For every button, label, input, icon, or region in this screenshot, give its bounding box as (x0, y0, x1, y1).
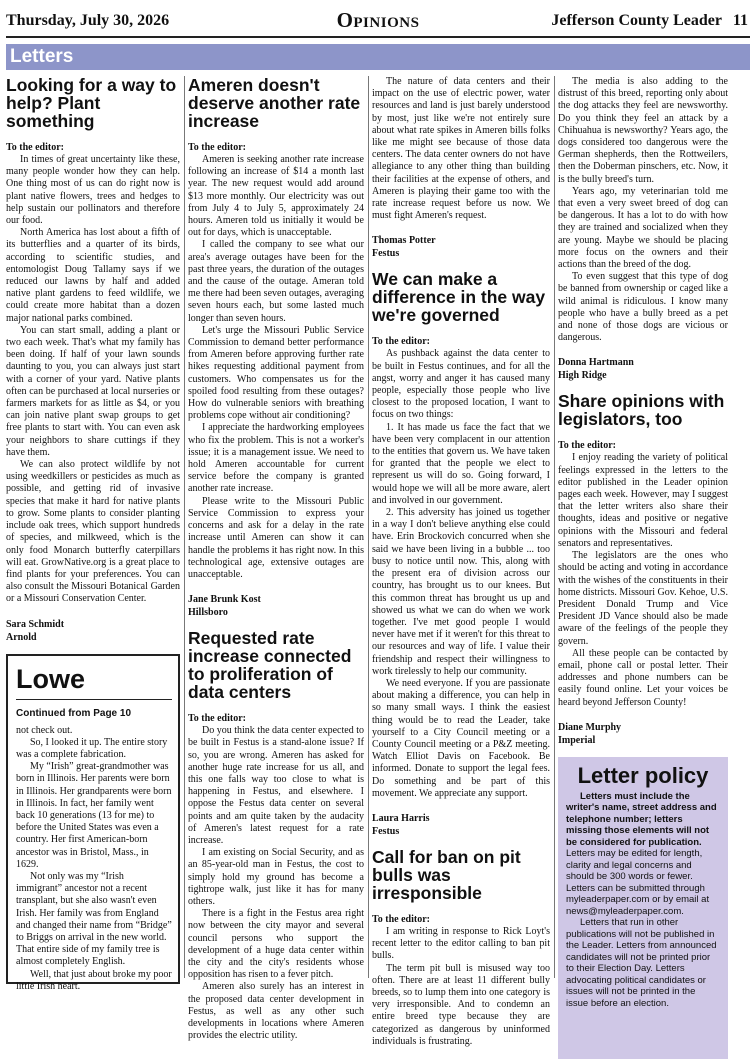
to-editor: To the editor: (558, 440, 616, 452)
lowe-column-box (6, 654, 180, 992)
letter-town: Festus (372, 248, 400, 260)
letter-policy-requirements: Letters must include the writer's name, street address and telephone number; letters missing those elements will not be considered for publication. (566, 790, 717, 848)
letter-policy-text-2: Letters that run in other publications will not be published in the Leader. Letters from announced candidates will not be printed prior to their Election Day. Letters advocating political candidates or issues will not be printed in the issue before an election. (566, 917, 717, 1009)
letter-paragraph: Ameren is seeking another rate increase following an increase of $14 a month last year. The new request would add around $13 more monthly. Our electricity was out from July 4 to July 5, approximately 24 hours. Ameren told us initially it would be out for days, which is unacceptable. (188, 154, 364, 239)
letter-signature (372, 234, 550, 260)
letter-author: Thomas Potter (372, 235, 436, 247)
letter-author: Donna Hartmann (558, 357, 634, 369)
lowe-paragraph: My “Irish” great-grandmother was born in Illinois. Her parents were born in Illinois. Her grandparents were born in Illinois. In fact, her family went back 10 generations (13 for me) to before the United States was even a country. Her first American-born ancestor was in Bristol, Mass., in 1629. (16, 761, 172, 870)
letter-paragraph: I am writing in response to Rick Loyt's recent letter to the editor calling to ban pit bulls. (372, 925, 550, 962)
to-editor: To the editor: (188, 713, 246, 725)
letter-paragraph: I am existing on Social Security, and as an 85-year-old man in Festus, the cost to simply hold my ground has become a tightrope walk, just like it has for many others. (188, 847, 364, 907)
letter-paragraph: I called the company to see what our area's average outages have been for the past three years, the duration of the outages and the cause of the outage. Ameran told me there had been seven outages, averaging seven hours each, but some lasted much longer than seven hours. (188, 239, 364, 324)
continued-label: Continued from Page 10 (16, 707, 132, 719)
letters-band (6, 44, 750, 70)
column-rule (554, 76, 555, 978)
letter-town: Arnold (6, 631, 37, 643)
letter-headline: Share opinions with legislators, too (558, 391, 725, 430)
letter-signature (558, 721, 728, 747)
letter-paragraph: 1. It has made us face the fact that we have been very complacent in our attention to the entities that govern us. We have taken for granted that the people we elect to represent us will do so. Going forward, I would hope we will all be more aware, alert and involved in our government. (372, 421, 550, 506)
letter-headline: Call for ban on pit bulls was irresponsible (372, 846, 521, 903)
lowe-paragraph: Well, that just about broke my poor little Irish heart. (16, 968, 172, 992)
letter-paragraph: I appreciate the hardworking employees who fix the problem. This is not a worker's issue; it is a management issue. We need to hold Ameren accountable for current service before the company is granted another rate increase. (188, 422, 364, 495)
letter-paragraph: The media is also adding to the distrust of this breed, reporting only about the dog attacks they feel are newsworthy. Do you think they feel an attack by a Chihuahua is newsworthy? Years ago, the dogs considered too dangerous were the German shepherds, then the Rottweilers, then the Doberman pinschers, etc. Now, it is the bully breed's turn. (558, 76, 728, 185)
letter (558, 392, 728, 746)
to-editor: To the editor: (372, 336, 430, 348)
letter-paragraph: You can start small, adding a plant or two each week. That's what my family has been doing. If half of your lawn sounds daunting to you, you can always just start with a corner of your yard. Native plants often can be purchased at local nurseries or farmers markets for as little as $4, or you can join native plant swap groups to get free plants to start with. You can even ask your neighbors to share cuttings if they have them. (6, 324, 180, 458)
letter-paragraph: Years ago, my veterinarian told me that even a very sweet breed of dog can be dangerous. It has a lot to do with how they are trained and socialized when they are young. Maybe we should be placing more focus on the owners and their actions than the breed of the dog. (558, 185, 728, 271)
letter-paragraph: Please write to the Missouri Public Service Commission to express your concerns and ask for a delay in the rate increase until Ameren can show it can handle the problems it has right now. In this technological age, extensive outages are unacceptable. (188, 495, 364, 580)
column-1 (6, 75, 180, 992)
lowe-paragraph: not check out. (16, 724, 73, 736)
letter-policy-title: Letter policy (577, 762, 709, 788)
column-4 (558, 76, 728, 1009)
letter-headline: Ameren doesn't deserve another rate increase (188, 75, 361, 131)
letter-policy-box (558, 757, 728, 1059)
letter-paragraph: Let's urge the Missouri Public Service Commission to demand better performance from Ameren before approving further rate hikes requesting additional payment from customers. Who compensates us for the spoiled food resulting from these outages? How do vulnerable seniors with breathing problems cope without air conditioning? (188, 324, 364, 422)
column-3 (372, 76, 550, 1047)
letter-paragraph: We can also protect wildlife by not using weedkillers or pesticides as much as possible, and getting rid of invasive species that make it hard for native plants to grow. Some plants to consider planting include oak trees, which support hundreds of species, and milkweed, which is the only food Monarch butterfly caterpillars will eat. GrowNative.org is a great place to find plants for your preferences. You can also consult the Missouri Botanical Garden or a Missouri Conservation Center. (6, 459, 180, 605)
letter-continued (558, 76, 728, 382)
letter-paragraph: I enjoy reading the variety of political feelings expressed in the letters to the editor published in the Leader opinion pages each week. However, may I suggest that the letter writers also share their thoughts, ideas and positive or negative opinions with the Missouri and federal senators and representatives. (558, 452, 728, 549)
letter-paragraph: North America has lost about a fifth of its butterflies and a quarter of its birds, according to scientific studies, and entomologist Doug Tallamy says if we reduced our lawns by half and added native plant gardens to feed wildlife, we could create more habitat than a dozen major national parks combined. (6, 227, 180, 324)
letters-band-label: Letters (10, 46, 74, 67)
letter-paragraph: The term pit bull is misused way too often. There are at least 11 different bully breeds, so to lump them into one category is very irresponsible. And to condemn an entire breed type because they are categorized as dangerous by uninformed individuals is frustrating. (372, 962, 550, 1047)
letter-signature (188, 593, 364, 619)
paper-name: Jefferson County Leader (551, 12, 722, 29)
letter-signature (558, 356, 728, 382)
letter (372, 270, 550, 838)
column-rule (368, 76, 369, 978)
letter-author: Jane Brunk Kost (188, 594, 261, 606)
letter-paragraph: To even suggest that this type of dog be banned from ownership or caged like a wild animal is ridiculous. I know many people who have a bully breed as a pet and none of those dogs are vicious or dangerous. (558, 271, 728, 344)
letter (188, 629, 364, 1042)
letter-paragraph: In times of great uncertainty like these, many people wonder how they can help. One thing most of us can do right now is plant native flowers, trees and hedges to help sustain our pollinators and therefore our food. (6, 154, 180, 227)
letter (6, 76, 180, 644)
column-2 (188, 75, 364, 1042)
letter-headline: Looking for a way to help? Plant something (6, 75, 177, 131)
letter-paragraph: All these people can be contacted by email, phone call or postal letter. Their addresses and phone numbers can be easily found online. Let your voices be heard beyond Jefferson County! (558, 647, 728, 708)
letter-signature (6, 618, 180, 644)
page-number: 11 (732, 12, 748, 29)
letter (372, 848, 550, 1048)
letter (188, 76, 364, 619)
letter-town: Festus (372, 825, 400, 837)
letter-paragraph: As pushback against the data center to be built in Festus continues, and for all the angst, worry and anger it has caused many people, especially those people who live closest to the proposed location, I want to focus on two things: (372, 348, 550, 421)
lowe-paragraph: So, I looked it up. The entire story was a complete fabrication. (16, 736, 168, 760)
letter-paragraph: 2. This adversity has joined us together in a way I don't believe anything else could have. Erin Brockovich concurred when she said we have been living in a bubble ... too busy to notice until now. This, along with the present era of division across our country, has brought us to our knees. But this common threat has brought us up and showed us what we can do when we work together. I've met good people I would never have met if it weren't for this threat to our resources and way of life. I value their friendship and respect their willingness to work tirelessly to help our community. (372, 507, 550, 677)
letter-policy-text (566, 791, 720, 918)
to-editor: To the editor: (372, 913, 430, 925)
section-title: Opinions (336, 8, 420, 32)
letter-paragraph: We need everyone. If you are passionate about making a difference, you can help in so many small ways. I think the easiest thing would be to read the Leader, take yourself to a City Council meeting or a County Council meeting or a P&Z meeting. Watch Elliot Davis on Facebook. Be informed. Donate to support the legal fees. Do something and be part of this movement. We appreciate any support. (372, 677, 550, 799)
letter-author: Laura Harris (372, 812, 430, 824)
letter-town: High Ridge (558, 370, 607, 382)
letter-signature (372, 812, 550, 838)
letter-headline: We can make a difference in the way we're governed (372, 269, 546, 326)
column-rule (184, 76, 185, 978)
lowe-column-title: Lowe (16, 660, 172, 700)
issue-date: Thursday, July 30, 2026 (6, 12, 170, 29)
letter-paragraph: The legislators are the ones who should be acting and voting in accordance with the wishes of the constituents in their home districts. Missouri Gov. Kehoe, U.S. President Donald Trump and Vice President JD Vance should also be made aware of the feelings of the people they govern. (558, 550, 728, 647)
letter-paragraph: There is a fight in the Festus area right now between the city mayor and several council persons who support the development of a huge data center within the city and the city's residents whose opposition has risen to a fever pitch. (188, 908, 364, 981)
letter-author: Sara Schmidt (6, 618, 65, 630)
letter-town: Imperial (558, 734, 596, 746)
letter-paragraph: Ameren also surely has an interest in the proposed data center development in Festus, as well as any other such developments in locations where Ameren provides the electric utility. (188, 981, 364, 1042)
letter-continued (372, 76, 550, 260)
to-editor: To the editor: (6, 142, 64, 153)
letter-town: Hillsboro (188, 607, 228, 619)
letter-headline: Requested rate increase connected to proliferation of data centers (188, 628, 352, 703)
lowe-paragraph: Not only was my “Irish immigrant” ancestor not a recent transplant, but she also wasn't even Irish. Her family was from England and changed their name from “Bridge” to Briggs on arrival in the new world. That entire side of my family tree is almost completely English. (16, 870, 172, 968)
masthead (6, 6, 750, 38)
to-editor: To the editor: (188, 142, 246, 153)
letter-policy-details: Letters may be edited for length, clarity and legal concerns and should be 300 words or fewer. Letters can be submitted through myleaderpaper.com or by email at news@myleaderpaper.com. (566, 848, 710, 917)
letter-paragraph: Do you think the data center expected to be built in Festus is a stand-alone issue? If so, you are wrong. Ameren has asked for another huge rate increase for us all, and this one falls way too close to what is happening in Festus, and elsewhere. I oppose the Festus data center on several points and am quite taken by the audacity of Ameren's latest request for a rate increase. (188, 725, 364, 846)
letter-author: Diane Murphy (558, 721, 622, 733)
letter-paragraph: The nature of data centers and their impact on the use of electric power, water resources and land is just barely understood by most, just like we're not entirely sure about what rate spikes in Ameren bills folks like me might see because of those data centers. The data center owners do not have allegiance to any other thing than building their facilities at the expense of others, and Ameren is playing their game too with the rate increase request before us now. We must fight Ameren's request. (372, 76, 550, 222)
